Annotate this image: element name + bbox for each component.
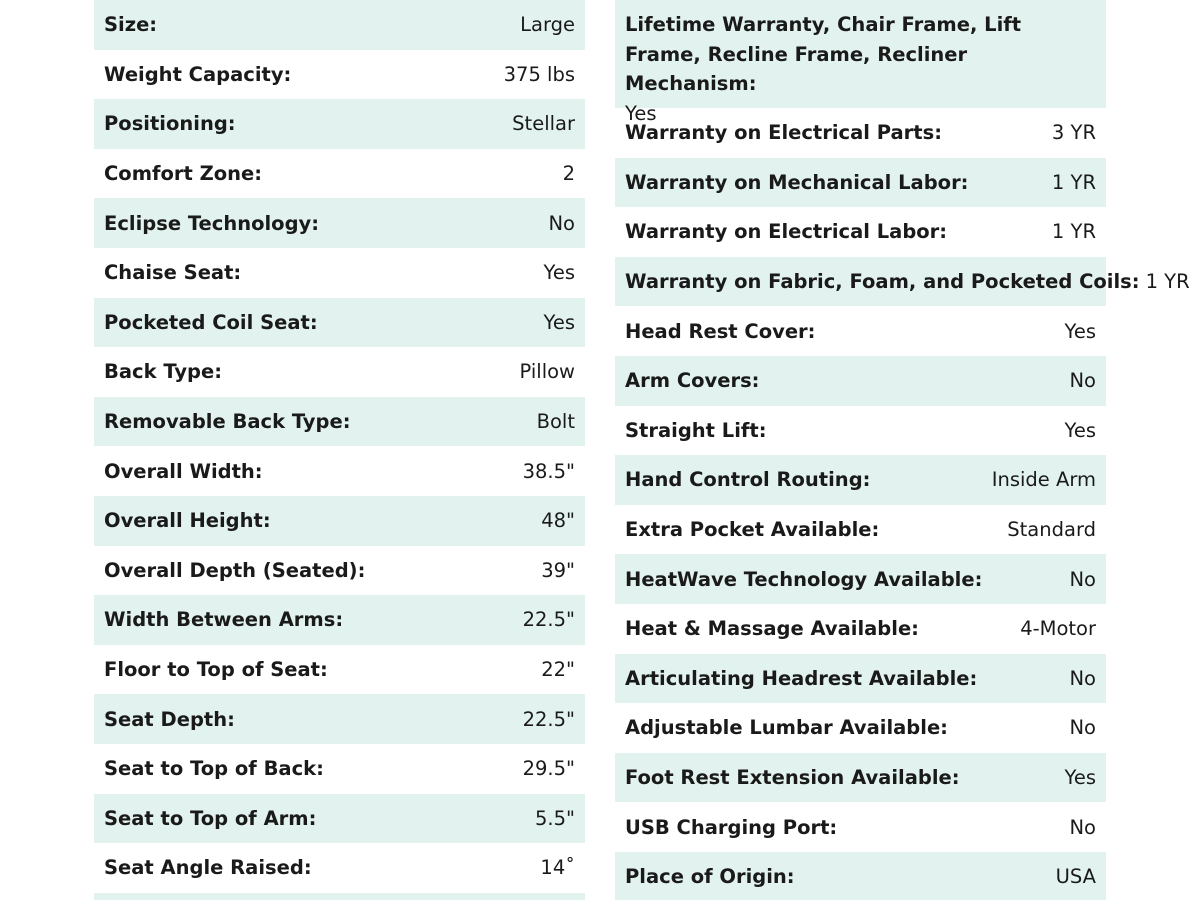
- spec-label: Width Between Arms:: [104, 608, 344, 632]
- spec-value: Standard: [1007, 518, 1096, 542]
- spec-label: Back Type:: [104, 360, 223, 384]
- spec-label: Foot Rest Extension Available:: [625, 766, 960, 790]
- spec-row-foot-rest-extension: [615, 753, 1106, 803]
- spec-row-warranty-electrical-parts: [615, 108, 1106, 158]
- spec-row-head-rest-cover: [615, 306, 1106, 356]
- spec-row-straight-lift: [615, 406, 1106, 456]
- spec-label: Eclipse Technology:: [104, 211, 320, 235]
- spec-label: Seat Angle Raised:: [104, 856, 312, 880]
- spec-label: Overall Height:: [104, 509, 271, 533]
- spec-row-seat-depth: [94, 694, 585, 744]
- spec-value: Yes: [1064, 418, 1096, 442]
- spec-row-extra-pocket: [615, 505, 1106, 555]
- spec-label: Heat & Massage Available:: [625, 617, 919, 641]
- spec-row-usb-charging-port: [615, 802, 1106, 852]
- spec-label: HeatWave Technology Available:: [625, 567, 983, 591]
- spec-row-warranty-electrical-labor: [615, 207, 1106, 257]
- spec-row-warranty-fabric-foam-coils: [615, 257, 1190, 307]
- spec-label: Positioning:: [104, 112, 236, 136]
- spec-label: Adjustable Lumbar Available:: [625, 716, 948, 740]
- spec-row-hand-control-routing: [615, 455, 1106, 505]
- spec-label: Warranty on Electrical Parts:: [625, 121, 943, 145]
- spec-row-overall-depth-seated: [94, 546, 585, 596]
- spec-label: USB Charging Port:: [625, 815, 838, 839]
- spec-row-size: [94, 0, 585, 50]
- spec-value: 2: [562, 162, 575, 186]
- spec-value: No: [1069, 815, 1096, 839]
- spec-row-seat-to-top-of-back: [94, 744, 585, 794]
- spec-row-cutoff: [94, 893, 585, 900]
- spec-value: Yes: [543, 310, 575, 334]
- spec-value: No: [1069, 567, 1096, 591]
- spec-value: 5.5": [535, 806, 575, 830]
- spec-value: Pillow: [519, 360, 575, 384]
- spec-value: No: [1069, 666, 1096, 690]
- spec-label: Articulating Headrest Available:: [625, 666, 978, 690]
- spec-label: Place of Origin:: [625, 865, 795, 889]
- spec-value: 375 lbs: [503, 62, 575, 86]
- spec-row-articulating-headrest: [615, 654, 1106, 704]
- spec-value: 1 YR: [1051, 170, 1096, 194]
- spec-label: Straight Lift:: [625, 418, 767, 442]
- spec-value: USA: [1055, 865, 1096, 889]
- spec-row-removable-back-type: [94, 397, 585, 447]
- spec-value: 4-Motor: [1020, 617, 1096, 641]
- spec-row-weight-capacity: [94, 50, 585, 100]
- spec-label: Chaise Seat:: [104, 261, 242, 285]
- spec-row-overall-width: [94, 446, 585, 496]
- spec-row-warranty-mechanical-labor: [615, 158, 1106, 208]
- left-spec-table: [94, 0, 585, 900]
- spec-label: Size:: [104, 13, 158, 37]
- spec-row-lifetime-warranty: [615, 0, 1106, 125]
- spec-value: Yes: [543, 261, 575, 285]
- spec-label: Head Rest Cover:: [625, 319, 816, 343]
- spec-label: Hand Control Routing:: [625, 468, 871, 492]
- spec-value: Yes: [625, 101, 657, 125]
- spec-row-adjustable-lumbar: [615, 703, 1106, 753]
- spec-label: Lifetime Warranty, Chair Frame, Lift Frame, Recline Frame, Recliner Mechanism:: [625, 13, 1022, 95]
- spec-value: No: [1069, 716, 1096, 740]
- spec-label: Removable Back Type:: [104, 410, 351, 434]
- spec-value: No: [1069, 369, 1096, 393]
- spec-value: 22.5": [522, 608, 575, 632]
- spec-row-heatwave-technology: [615, 554, 1106, 604]
- right-spec-table: [615, 0, 1190, 900]
- spec-label: Seat to Top of Back:: [104, 757, 324, 781]
- spec-row-positioning: [94, 99, 585, 149]
- spec-label: Arm Covers:: [625, 369, 760, 393]
- spec-row-place-of-origin: [615, 852, 1106, 900]
- spec-label: Floor to Top of Seat:: [104, 658, 328, 682]
- spec-row-comfort-zone: [94, 149, 585, 199]
- spec-row-chaise-seat: [94, 248, 585, 298]
- spec-label: Seat to Top of Arm:: [104, 806, 317, 830]
- spec-row-back-type: [94, 347, 585, 397]
- spec-value: 29.5": [522, 757, 575, 781]
- spec-label: Overall Depth (Seated):: [104, 558, 366, 582]
- spec-label: Weight Capacity:: [104, 62, 292, 86]
- spec-value: 48": [541, 509, 575, 533]
- spec-value: 22.5": [522, 707, 575, 731]
- spec-row-overall-height: [94, 496, 585, 546]
- spec-value: No: [548, 211, 575, 235]
- spec-label: Seat Depth:: [104, 707, 235, 731]
- spec-value: 38.5": [522, 459, 575, 483]
- spec-label: Warranty on Fabric, Foam, and Pocketed Coils:: [625, 270, 1140, 294]
- spec-row-seat-angle-raised: [94, 843, 585, 893]
- spec-value: Bolt: [536, 410, 575, 434]
- spec-value: Inside Arm: [991, 468, 1096, 492]
- spec-row-floor-to-top-of-seat: [94, 645, 585, 695]
- spec-value: 22": [541, 658, 575, 682]
- spec-value: 1 YR: [1145, 270, 1190, 294]
- spec-row-pocketed-coil-seat: [94, 298, 585, 348]
- spec-value: 1 YR: [1051, 220, 1096, 244]
- spec-label: Warranty on Mechanical Labor:: [625, 170, 969, 194]
- spec-value: 3 YR: [1051, 121, 1096, 145]
- spec-row-heat-and-massage: [615, 604, 1106, 654]
- spec-row-eclipse-technology: [94, 198, 585, 248]
- spec-value: Stellar: [512, 112, 575, 136]
- spec-value: Yes: [1064, 766, 1096, 790]
- spec-row-width-between-arms: [94, 595, 585, 645]
- spec-row-seat-to-top-of-arm: [94, 794, 585, 844]
- spec-row-arm-covers: [615, 356, 1106, 406]
- spec-value: 39": [541, 558, 575, 582]
- spec-label: Extra Pocket Available:: [625, 518, 880, 542]
- spec-value: 14˚: [540, 856, 575, 880]
- spec-label: Overall Width:: [104, 459, 263, 483]
- spec-label: Comfort Zone:: [104, 162, 263, 186]
- spec-value: Yes: [1064, 319, 1096, 343]
- spec-value: Large: [520, 13, 575, 37]
- spec-label: Warranty on Electrical Labor:: [625, 220, 948, 244]
- spec-label: Pocketed Coil Seat:: [104, 310, 318, 334]
